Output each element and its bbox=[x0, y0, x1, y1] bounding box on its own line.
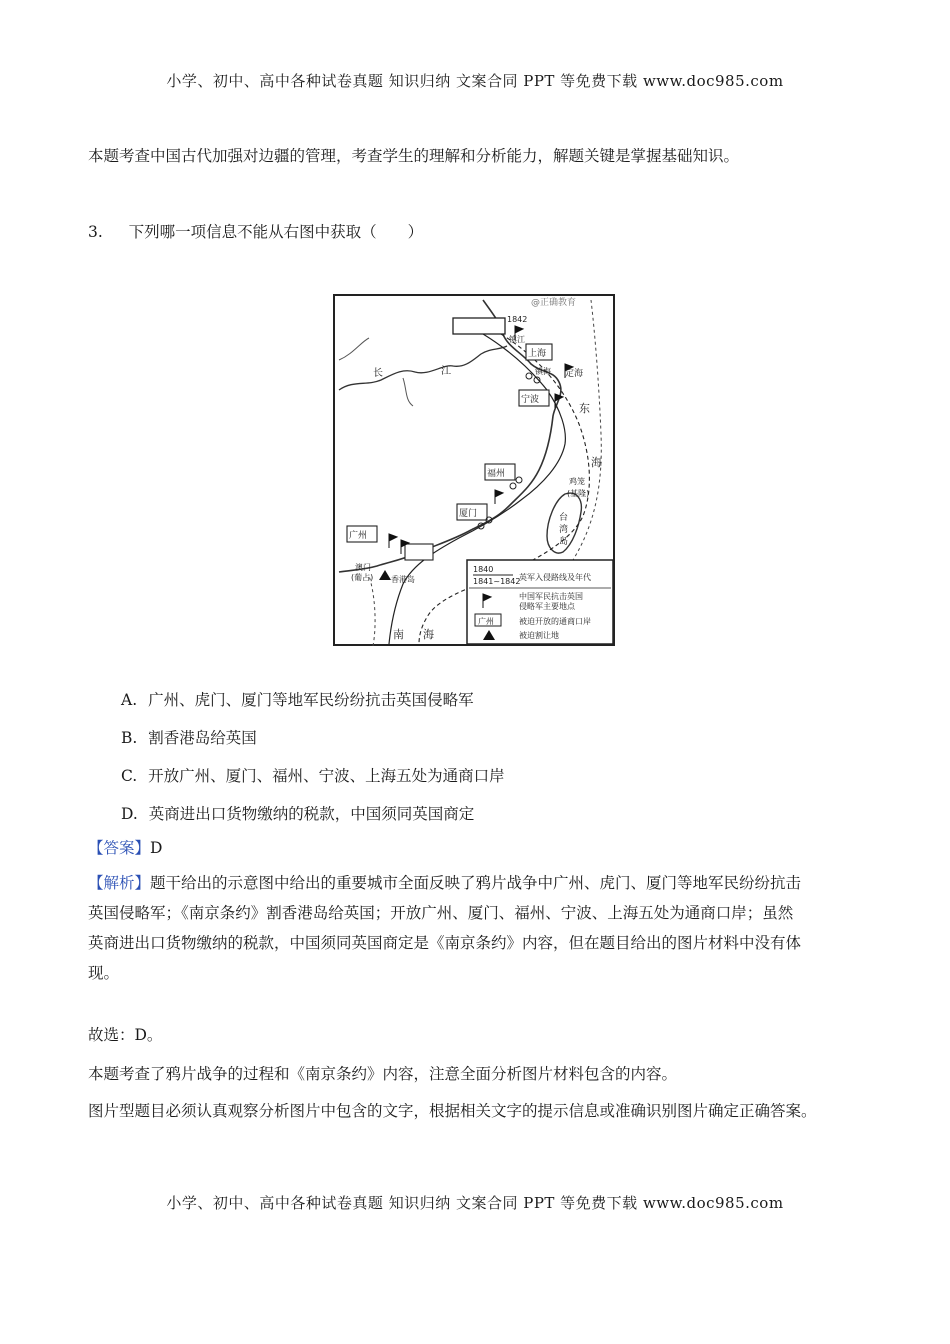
label-macau-sub: (葡占) bbox=[351, 573, 374, 582]
analysis-tag: 【解析】 bbox=[88, 874, 151, 892]
answer-tag: 【答案】 bbox=[88, 839, 151, 857]
label-ningbo: 宁波 bbox=[521, 395, 540, 405]
label-zhenhai: 镇海 bbox=[535, 367, 551, 376]
label-sea-east-1: 东 bbox=[579, 402, 590, 415]
option-b bbox=[121, 726, 257, 748]
legend-year-b: 1841~1842 bbox=[473, 577, 521, 586]
analysis-line-4: 现。 bbox=[88, 964, 120, 982]
label-sea-south-2: 海 bbox=[423, 628, 434, 641]
summary-1: 本题考查了鸦片战争的过程和《南京条约》内容，注意全面分析图片材料包含的内容。 bbox=[88, 1065, 678, 1083]
analysis-line-2: 英国侵略军；《南京条约》割香港岛给英国；开放广州、厦门、福州、宁波、上海五处为通商口岸；虽然 bbox=[88, 904, 794, 922]
option-d bbox=[121, 802, 474, 824]
legend-port-sample: 广州 bbox=[478, 617, 494, 626]
legend-port: 被迫开放的通商口岸 bbox=[519, 617, 591, 626]
page-footer: 小学、初中、高中各种试卷真题 知识归纳 文案合同 PPT 等免费下载 www.doc985.com bbox=[166, 1194, 784, 1212]
label-shanghai: 上海 bbox=[528, 349, 547, 359]
question-3 bbox=[88, 222, 423, 242]
answer-value: D bbox=[150, 839, 163, 857]
label-1842: 1842 bbox=[507, 315, 528, 324]
label-chang: 长 bbox=[373, 368, 383, 379]
label-jilong-2: (基隆) bbox=[567, 489, 590, 498]
label-zhenjiang: 镇江 bbox=[509, 335, 525, 344]
option-letter: A. bbox=[121, 691, 138, 709]
option-text: 开放广州、厦门、福州、宁波、上海五处为通商口岸 bbox=[148, 767, 505, 785]
label-fuzhou: 福州 bbox=[487, 469, 506, 479]
option-letter: D. bbox=[121, 805, 138, 823]
conclusion: 故选：D。 bbox=[88, 1026, 163, 1044]
label-guangzhou: 广州 bbox=[349, 531, 368, 541]
option-c bbox=[121, 764, 505, 786]
legend-route: 英军入侵路线及年代 bbox=[519, 573, 591, 582]
label-jilong-1: 鸡笼 bbox=[569, 477, 585, 486]
label-jiang: 江 bbox=[441, 366, 451, 377]
analysis-line-1: 题干给出的示意图中给出的重要城市全面反映了鸦片战争中广州、虎门、厦门等地军民纷纷抗击 bbox=[150, 874, 802, 892]
label-hongkong: 香港岛 bbox=[391, 575, 415, 584]
option-text: 英商进出口货物缴纳的税款，中国须同英国商定 bbox=[148, 805, 475, 823]
label-sea-east-2: 海 bbox=[591, 456, 602, 469]
question-number: 3. bbox=[88, 223, 103, 241]
option-a bbox=[121, 688, 474, 710]
empty-box-top bbox=[453, 318, 505, 334]
page-header: 小学、初中、高中各种试卷真题 知识归纳 文案合同 PPT 等免费下载 www.doc985.com bbox=[166, 72, 784, 90]
label-dinghai: 定海 bbox=[565, 369, 584, 379]
option-text: 广州、虎门、厦门等地军民纷纷抗击英国侵略军 bbox=[148, 691, 474, 709]
label-sea-south-1: 南 bbox=[393, 628, 404, 641]
option-letter: C. bbox=[121, 767, 138, 785]
label-taiwan-3: 岛 bbox=[559, 537, 569, 547]
analysis bbox=[88, 868, 868, 988]
answer bbox=[88, 838, 162, 858]
analysis-line-3: 英商进出口货物缴纳的税款，中国须同英国商定是《南京条约》内容，但在题目给出的图片材料中没有体 bbox=[88, 934, 802, 952]
option-text: 割香港岛给英国 bbox=[148, 729, 257, 747]
legend-year-a: 1840 bbox=[473, 565, 494, 574]
empty-box-south bbox=[405, 544, 433, 560]
option-letter: B. bbox=[121, 729, 138, 747]
intro-note: 本题考查中国古代加强对边疆的管理，考查学生的理解和分析能力，解题关键是掌握基础知识。 bbox=[88, 147, 740, 165]
legend-resist-2: 侵略军主要地点 bbox=[519, 602, 575, 611]
map-legend bbox=[467, 560, 613, 644]
label-taiwan-1: 台 bbox=[559, 513, 569, 523]
label-taiwan-2: 湾 bbox=[559, 525, 569, 535]
watermark: @正确教育 bbox=[531, 298, 577, 308]
summary-2: 图片型题目必须认真观察分析图片中包含的文字，根据相关文字的提示信息或准确识别图片确定正确答案。 bbox=[88, 1102, 817, 1120]
question-text: 下列哪一项信息不能从右图中获取（ ） bbox=[128, 223, 424, 241]
label-xiamen: 厦门 bbox=[459, 509, 478, 519]
legend-ceded: 被迫割让地 bbox=[519, 631, 559, 640]
legend-resist-1: 中国军民抗击英国 bbox=[519, 592, 583, 601]
opium-war-map bbox=[333, 294, 615, 646]
label-macau: 澳门 bbox=[355, 563, 371, 572]
